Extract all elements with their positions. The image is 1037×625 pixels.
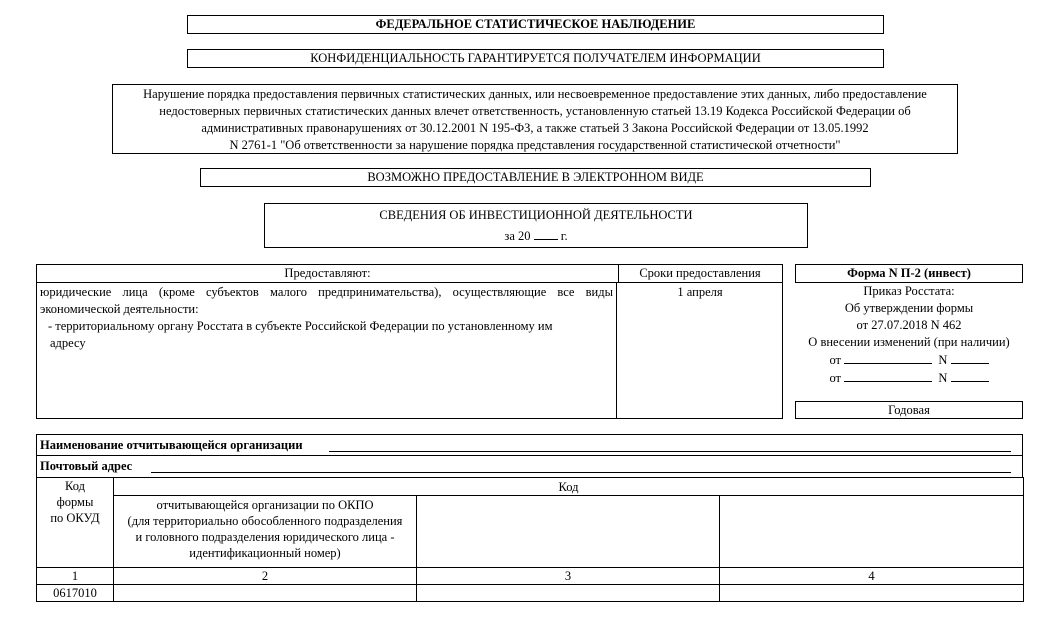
okud-code-value: 0617010 — [37, 585, 114, 602]
report-title-box — [264, 203, 808, 248]
submitters-table — [36, 264, 783, 419]
form-approval-block — [795, 283, 1023, 387]
warning-line: недостоверных первичных статистических данных влечет ответственность, установленную статьей 13.19 Кодекса Российской Федерации об — [159, 104, 911, 118]
change-row — [795, 351, 1023, 369]
year-field[interactable] — [534, 227, 558, 240]
warning-line: административных правонарушениях от 30.12.2001 N 195-ФЗ, а также статьей 3 Закона Российской Федерации от 13.05.1992 — [201, 121, 869, 135]
from-label: от — [829, 353, 842, 367]
org-name-field[interactable] — [329, 451, 1011, 452]
warning-line: Нарушение порядка предоставления первичных статистических данных, или несвоевременное предоставление этих данных, либо предоставление — [143, 87, 927, 101]
confidentiality-title: КОНФИДЕНЦИАЛЬНОСТЬ ГАРАНТИРУЕТСЯ ПОЛУЧАТЕЛЕМ ИНФОРМАЦИИ — [187, 49, 884, 68]
from-label: от — [829, 371, 842, 385]
code-field-4[interactable] — [720, 585, 1024, 602]
order-label: Приказ Росстата: — [863, 284, 955, 298]
okud-header-line: Код — [65, 479, 85, 493]
column-number: 4 — [720, 568, 1024, 585]
code-header: Код — [114, 478, 1024, 496]
divider — [37, 455, 1022, 456]
column-number: 3 — [417, 568, 720, 585]
submitters-body — [37, 283, 617, 418]
okpo-header-line: (для территориально обособленного подразделения — [127, 514, 403, 528]
okpo-header-line: и головного подразделения юридического лица - — [135, 530, 395, 544]
warning-line: N 2761-1 "Об ответственности за нарушение порядка представления государственной статистической отчетности" — [229, 138, 841, 152]
electronic-submission-banner: ВОЗМОЖНО ПРЕДОСТАВЛЕНИЕ В ЭЛЕКТРОННОМ ВИДЕ — [200, 168, 871, 187]
code-field-3[interactable] — [417, 585, 720, 602]
deadline-header: Сроки предоставления — [618, 265, 782, 283]
submitters-line: экономической деятельности: — [40, 302, 199, 316]
approval-date: от 27.07.2018 N 462 — [856, 318, 962, 332]
organization-block — [36, 434, 1023, 478]
report-title: СВЕДЕНИЯ ОБ ИНВЕСТИЦИОННОЙ ДЕЯТЕЛЬНОСТИ — [379, 208, 693, 222]
code-col-4-header — [720, 496, 1024, 568]
period-suffix: г. — [560, 229, 568, 243]
okpo-header-line: отчитывающейся организации по ОКПО — [156, 498, 374, 512]
number-label: N — [938, 353, 948, 367]
column-number: 1 — [37, 568, 114, 585]
address-field[interactable] — [151, 472, 1011, 473]
change-number-field[interactable] — [951, 351, 989, 364]
deadline-value: 1 апреля — [677, 285, 723, 299]
address-label: Почтовый адрес — [40, 459, 133, 473]
submitters-line: адресу — [50, 336, 86, 350]
number-label: N — [938, 371, 948, 385]
submitters-line: юридические лица (кроме субъектов малого предпринимательства), осуществляющие все виды — [40, 285, 613, 299]
changes-label: О внесении изменений (при наличии) — [808, 335, 1010, 349]
okud-header-line: по ОКУД — [50, 511, 100, 525]
okpo-header — [114, 496, 417, 568]
okud-header-line: формы — [56, 495, 94, 509]
codes-table — [36, 477, 1024, 602]
change-row — [795, 369, 1023, 387]
federal-observation-title: ФЕДЕРАЛЬНОЕ СТАТИСТИЧЕСКОЕ НАБЛЮДЕНИЕ — [187, 15, 884, 34]
change-date-field[interactable] — [844, 351, 932, 364]
periodicity-box: Годовая — [795, 401, 1023, 419]
code-col-3-header — [417, 496, 720, 568]
submitters-header: Предоставляют: — [37, 265, 619, 283]
warning-notice — [112, 84, 958, 154]
report-period — [265, 227, 807, 245]
approval-label: Об утверждении формы — [844, 301, 974, 315]
period-prefix: за 20 — [504, 229, 531, 243]
submitters-line: - территориальному органу Росстата в субъекте Российской Федерации по установленному им — [48, 319, 553, 333]
change-number-field[interactable] — [951, 369, 989, 382]
form-number: Форма N П-2 (инвест) — [795, 264, 1023, 283]
okpo-code-field[interactable] — [114, 585, 417, 602]
okpo-header-line: идентификационный номер) — [189, 546, 341, 560]
okud-header — [37, 478, 114, 568]
change-date-field[interactable] — [844, 369, 932, 382]
org-name-label: Наименование отчитывающейся организации — [40, 438, 303, 452]
column-number: 2 — [114, 568, 417, 585]
